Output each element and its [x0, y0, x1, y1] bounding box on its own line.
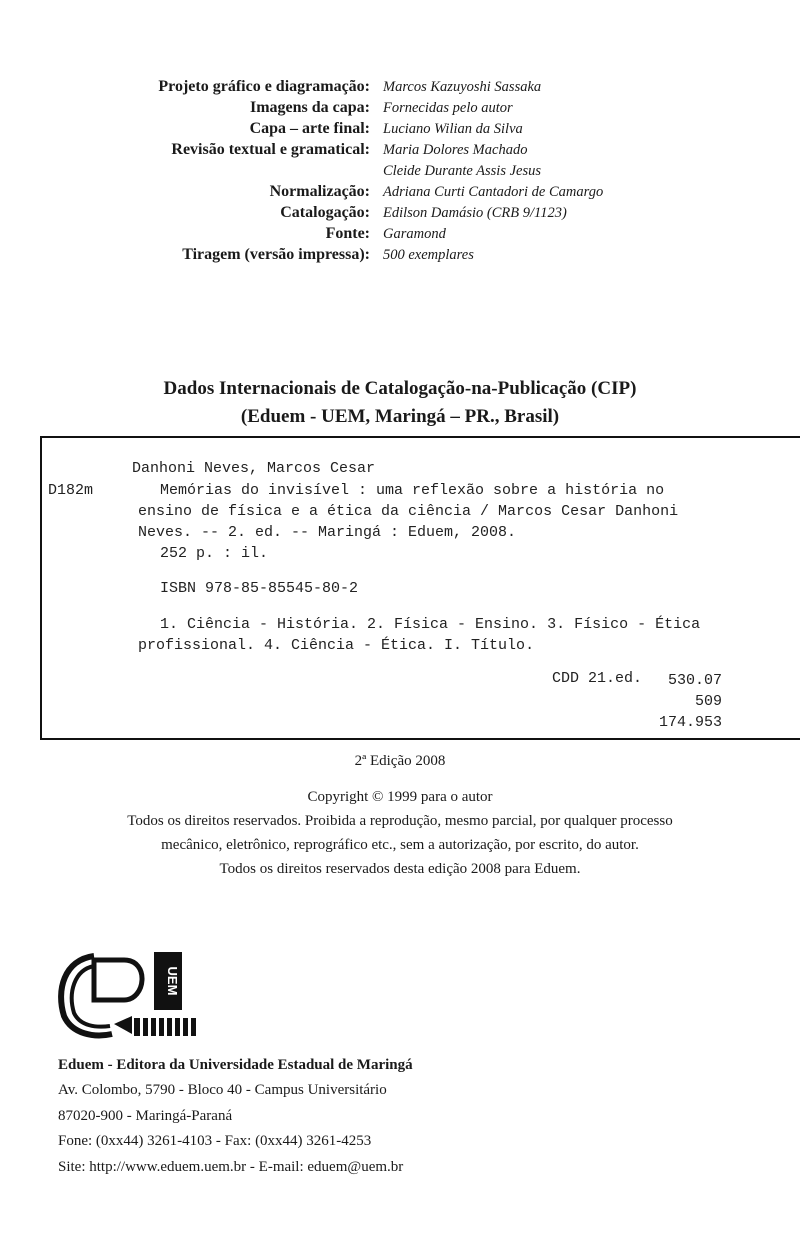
credit-value: Marcos Kazuyoshi Sassaka — [383, 79, 542, 95]
credit-value: Fornecidas pelo autor — [383, 100, 513, 116]
rights-line: mecânico, eletrônico, reprográfico etc., sem a autorização, por escrito, do autor. — [161, 837, 639, 853]
card-author: Danhoni Neves, Marcos Cesar — [132, 460, 376, 477]
credit-label: Normalização: — [269, 183, 370, 200]
catalog-card — [40, 436, 800, 740]
credit-value: 500 exemplares — [383, 247, 474, 263]
credit-value: Maria Dolores Machado — [383, 142, 528, 158]
card-isbn: ISBN 978-85-85545-80-2 — [160, 580, 359, 597]
publisher-cep: 87020-900 - Maringá-Paraná — [58, 1108, 233, 1124]
credit-label: Capa – arte final: — [249, 120, 370, 137]
rights-line: Todos os direitos reservados. Proibida a reprodução, mesmo parcial, por qualquer processo — [127, 813, 673, 829]
cip-subtitle: (Eduem - UEM, Maringá – PR., Brasil) — [240, 406, 560, 427]
cdd-label: CDD 21.ed. — [552, 670, 643, 687]
credit-row — [0, 246, 800, 267]
cdd-values — [659, 670, 722, 733]
credit-value: Adriana Curti Cantadori de Camargo — [383, 184, 604, 200]
credit-value: Edilson Damásio (CRB 9/1123) — [383, 205, 567, 221]
card-title-line: Memórias do invisível : uma reflexão sobre a história no — [160, 482, 665, 499]
call-number: D182m — [48, 482, 94, 499]
credits-list — [0, 78, 800, 267]
cdd-value: 174.953 — [658, 714, 722, 731]
card-subjects-line: 1. Ciência - História. 2. Física - Ensino. 3. Físico - Ética — [160, 616, 701, 633]
cip-title: Dados Internacionais de Catalogação-na-Publicação (CIP) — [163, 378, 637, 399]
credit-value: Cleide Durante Assis Jesus — [383, 163, 542, 179]
card-title-line: ensino de física e a ética da ciência / Marcos Cesar Danhoni — [138, 503, 679, 520]
cdd-value: 530.07 — [667, 672, 722, 689]
publisher-address: Av. Colombo, 5790 - Bloco 40 - Campus Universitário — [58, 1082, 387, 1098]
credit-label: Fonte: — [325, 225, 370, 242]
rights-line: Todos os direitos reservados desta edição 2008 para Eduem. — [219, 861, 581, 877]
copyright: Copyright © 1999 para o autor — [307, 789, 493, 805]
edition: 2ª Edição 2008 — [354, 753, 446, 769]
credit-row — [0, 141, 800, 162]
credit-label: Catalogação: — [280, 204, 370, 221]
credit-label: Revisão textual e gramatical: — [171, 141, 370, 158]
card-pages: 252 p. : il. — [160, 545, 269, 562]
credit-row — [0, 183, 800, 204]
card-title-line: Neves. -- 2. ed. -- Maringá : Eduem, 2008. — [138, 524, 517, 541]
credit-row — [0, 225, 800, 246]
eduem-logo — [54, 938, 204, 1044]
eduem-logo-icon — [54, 938, 204, 1044]
credit-row — [0, 162, 800, 183]
publisher-name: Eduem - Editora da Universidade Estadual de Maringá — [58, 1057, 413, 1073]
credit-value: Garamond — [383, 226, 446, 242]
card-subjects-line: profissional. 4. Ciência - Ética. I. Título. — [138, 637, 535, 654]
credit-label: Projeto gráfico e diagramação: — [158, 78, 370, 95]
credit-row — [0, 120, 800, 141]
logo-uem-text: UEM — [165, 966, 180, 996]
credit-label: Tiragem (versão impressa): — [182, 246, 370, 263]
credit-row — [0, 99, 800, 120]
credit-row — [0, 204, 800, 225]
cdd-value: 509 — [694, 693, 722, 710]
credit-label: Imagens da capa: — [249, 99, 370, 116]
credit-row — [0, 78, 800, 99]
credit-value: Luciano Wilian da Silva — [383, 121, 523, 137]
publisher-phone: Fone: (0xx44) 3261-4103 - Fax: (0xx44) 3261-4253 — [58, 1133, 372, 1149]
publisher-site: Site: http://www.eduem.uem.br - E-mail: eduem@uem.br — [58, 1159, 404, 1175]
